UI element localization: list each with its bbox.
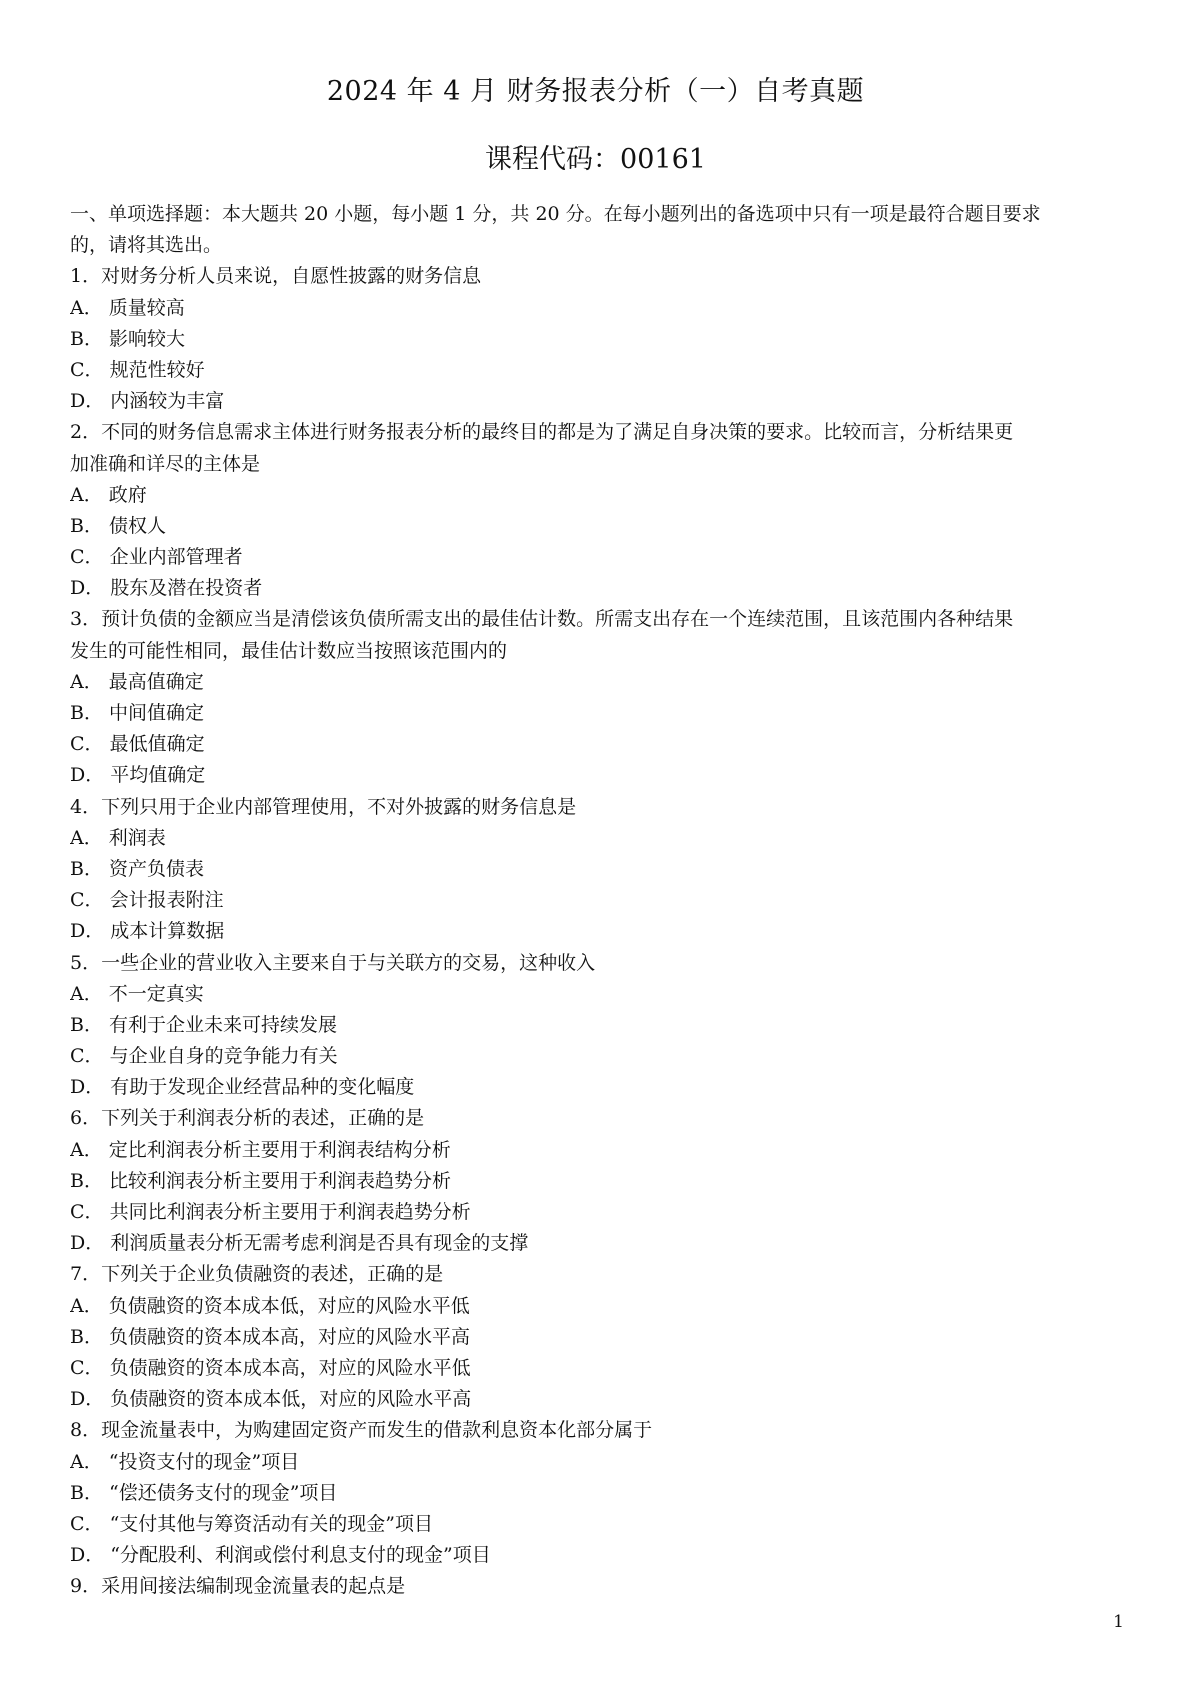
text-line: D． “分配股利、利润或偿付利息支付的现金”项目 — [70, 1544, 491, 1567]
text-line: D． 利润质量表分析无需考虑利润是否具有现金的支撑 — [70, 1232, 529, 1255]
text-line: D． 成本计算数据 — [70, 920, 225, 943]
text-line: 8．现金流量表中，为购建固定资产而发生的借款利息资本化部分属于 — [70, 1419, 653, 1442]
text-line: C． 企业内部管理者 — [70, 546, 243, 569]
text-line: D． 平均值确定 — [70, 764, 206, 787]
text-line: C． 规范性较好 — [70, 358, 205, 381]
text-line: 6．下列关于利润表分析的表述，正确的是 — [70, 1107, 425, 1130]
text-line: D． 内涵较为丰富 — [70, 390, 225, 413]
text-line: C． 负债融资的资本成本高，对应的风险水平低 — [70, 1356, 471, 1379]
text-line: A． 不一定真实 — [70, 982, 204, 1005]
text-line: 5．一些企业的营业收入主要来自于与关联方的交易，这种收入 — [70, 951, 596, 974]
text-line: B． 影响较大 — [70, 327, 186, 350]
text-line: C． 共同比利润表分析主要用于利润表趋势分析 — [70, 1201, 471, 1223]
document-title: 2024 年 4 月 财务报表分析（一）自考真题 — [326, 76, 865, 107]
text-line: 2．不同的财务信息需求主体进行财务报表分析的最终目的都是为了满足自身决策的要求。比较而言，分析结果更 — [70, 421, 1014, 444]
text-line: C． “支付其他与筹资活动有关的现金”项目 — [70, 1512, 434, 1535]
exam-content — [70, 199, 1130, 1602]
text-line: A． 质量较高 — [70, 296, 185, 319]
text-line: C． 会计报表附注 — [70, 889, 224, 912]
text-line: 加准确和详尽的主体是 — [70, 452, 261, 475]
text-line: B． 资产负债表 — [70, 857, 205, 880]
text-line: 发生的可能性相同，最佳估计数应当按照该范围内的 — [70, 639, 508, 662]
text-line: D． 负债融资的资本成本低，对应的风险水平高 — [70, 1388, 472, 1411]
text-line: 4．下列只用于企业内部管理使用，不对外披露的财务信息是 — [70, 795, 577, 818]
text-line: 7．下列关于企业负债融资的表述，正确的是 — [70, 1263, 444, 1286]
text-line: D． 有助于发现企业经营品种的变化幅度 — [70, 1076, 415, 1099]
text-line: 一、单项选择题：本大题共 20 小题，每小题 1 分，共 20 分。在每小题列出的备选项中只有一项是最符合题目要求 — [70, 203, 1041, 225]
text-line: B． 有利于企业未来可持续发展 — [70, 1013, 338, 1036]
text-line: A． 定比利润表分析主要用于利润表结构分析 — [70, 1138, 451, 1161]
text-line: B． “偿还债务支付的现金”项目 — [70, 1481, 338, 1504]
text-line: C． 最低值确定 — [70, 733, 205, 756]
text-line: A． “投资支付的现金”项目 — [70, 1450, 300, 1473]
text-line: 9．采用间接法编制现金流量表的起点是 — [70, 1575, 406, 1598]
text-line: C． 与企业自身的竞争能力有关 — [70, 1045, 338, 1068]
text-line: D． 股东及潜在投资者 — [70, 577, 263, 600]
text-line: B． 负债融资的资本成本高，对应的风险水平高 — [70, 1325, 471, 1348]
course-code: 课程代码：00161 — [485, 144, 706, 175]
text-line: A． 政府 — [70, 483, 147, 506]
text-line: B． 中间值确定 — [70, 702, 205, 724]
text-line: A． 最高值确定 — [70, 670, 204, 693]
page-number: 1 — [1113, 1612, 1124, 1632]
text-line: B． 债权人 — [70, 514, 167, 537]
text-line: B． 比较利润表分析主要用于利润表趋势分析 — [70, 1169, 452, 1192]
text-line: 3．预计负债的金额应当是清偿该负债所需支出的最佳估计数。所需支出存在一个连续范围，且该范围内各种结果 — [70, 608, 1014, 631]
text-line: 的，请将其选出。 — [70, 234, 223, 257]
text-line: A． 利润表 — [70, 826, 166, 849]
text-line: 1．对财务分析人员来说，自愿性披露的财务信息 — [70, 265, 482, 288]
text-line: A． 负债融资的资本成本低，对应的风险水平低 — [70, 1294, 470, 1317]
